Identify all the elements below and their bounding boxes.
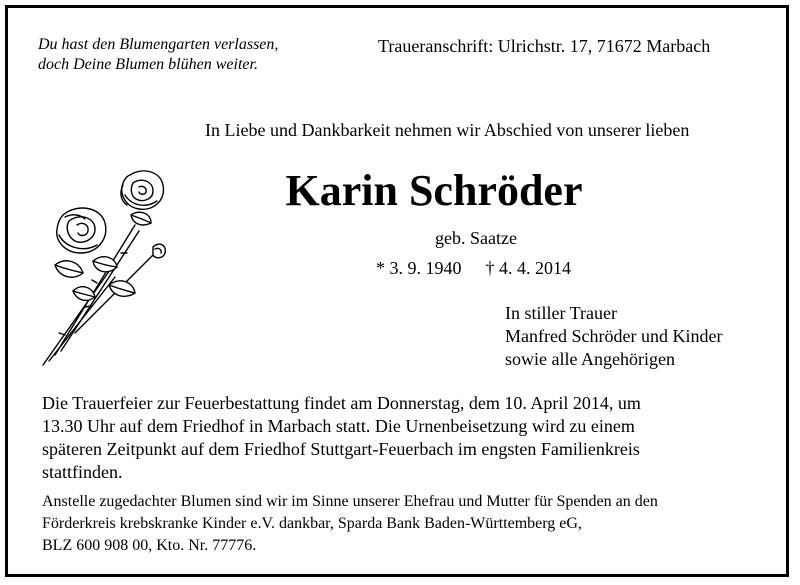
donation-paragraph xyxy=(42,491,772,557)
mourners-block xyxy=(505,302,722,371)
mourners-line: Manfred Schröder und Kinder xyxy=(505,326,723,346)
donation-line: Anstelle zugedachter Blumen sind wir im Sinne unserer Ehefrau und Mutter für Spenden an den xyxy=(42,493,658,510)
mourners-line: In stiller Trauer xyxy=(505,303,617,323)
mourning-address: Traueranschrift: Ulrichstr. 17, 71672 Marbach xyxy=(378,36,711,56)
ceremony-line: Die Trauerfeier zur Feuerbestattung findet am Donnerstag, dem 10. April 2014, um xyxy=(42,393,641,413)
ceremony-line: stattfinden. xyxy=(42,462,123,482)
ceremony-line: späteren Zeitpunkt auf dem Friedhof Stuttgart-Feuerbach im engsten Familienkreis xyxy=(42,439,640,459)
ceremony-line: 13.30 Uhr auf dem Friedhof in Marbach statt. Die Urnenbeisetzung wird zu einem xyxy=(42,416,635,436)
quote-line-2: doch Deine Blumen blühen weiter. xyxy=(38,56,258,73)
quote-line-1: Du hast den Blumengarten verlassen, xyxy=(38,36,279,53)
memorial-quote xyxy=(38,35,278,75)
ceremony-paragraph xyxy=(42,392,762,484)
birth-date: * 3. 9. 1940 xyxy=(376,258,462,278)
donation-line: Förderkreis krebskranke Kinder e.V. dankbar, Sparda Bank Baden-Württemberg eG, xyxy=(42,515,582,532)
death-date: † 4. 4. 2014 xyxy=(485,258,571,278)
mourners-line: sowie alle Angehörigen xyxy=(505,349,675,369)
intro-text: In Liebe und Dankbarkeit nehmen wir Abschied von unserer lieben xyxy=(205,120,690,140)
deceased-name: Karin Schröder xyxy=(285,166,583,215)
donation-line: BLZ 600 908 00, Kto. Nr. 77776. xyxy=(42,537,257,554)
life-dates xyxy=(376,258,571,279)
birth-name: geb. Saatze xyxy=(435,228,517,248)
